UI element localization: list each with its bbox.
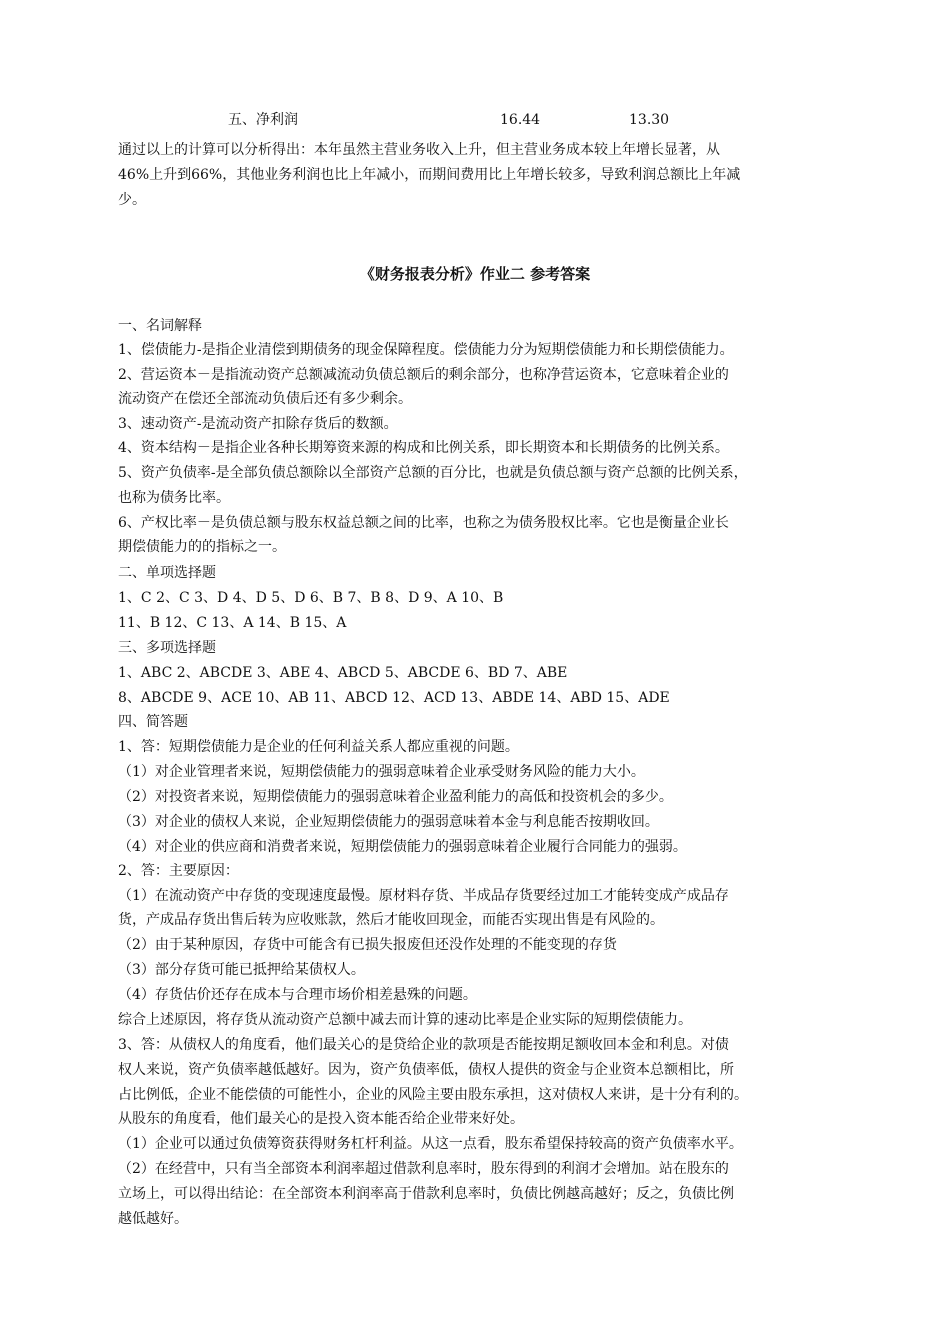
answer-line: 1、C 2、C 3、D 4、D 5、D 6、B 7、B 8、D 9、A 10、B [118,590,504,606]
net-profit-prior: 13.30 [629,112,670,128]
summary-line: 46%上升到66%，其他业务利润也比上年减小，而期间费用比上年增长较多，导致利润总额比上年减 [118,167,741,183]
body-line: 也称为债务比率。 [118,490,230,506]
section-heading-short-answer: 四、简答题 [118,714,188,730]
body-line: （1）企业可以通过负债筹资获得财务杠杆利益。从这一点看，股东希望保持较高的资产负债率水平。 [118,1136,743,1152]
net-profit-label: 五、净利润 [228,112,298,128]
body-line: 占比例低，企业不能偿债的可能性小，企业的风险主要由股东承担，这对债权人来讲，是十分有利的。 [118,1087,748,1103]
body-line: 货，产成品存货出售后转为应收账款，然后才能收回现金，而能否实现出售是有风险的。 [118,912,664,928]
summary-line: 通过以上的计算可以分析得出：本年虽然主营业务收入上升，但主营业务成本较上年增长显著，从 [118,142,720,158]
body-line: 流动资产在偿还全部流动负债后还有多少剩余。 [118,391,412,407]
body-line: 1、答：短期偿债能力是企业的任何利益关系人都应重视的问题。 [118,739,519,755]
body-line: 权人来说，资产负债率越低越好。因为，资产负债率低，债权人提供的资金与企业资本总额相比，所 [118,1062,734,1078]
body-line: （4）存货估价还存在成本与合理市场价相差悬殊的问题。 [118,987,477,1003]
net-profit-current: 16.44 [500,112,541,128]
body-line: （3）部分存货可能已抵押给某债权人。 [118,962,365,978]
body-line: 从股东的角度看，他们最关心的是投入资本能否给企业带来好处。 [118,1111,524,1127]
body-line: 期偿债能力的的指标之一。 [118,539,286,555]
body-line: （1）对企业管理者来说，短期偿债能力的强弱意味着企业承受财务风险的能力大小。 [118,764,645,780]
summary-line: 少。 [118,192,146,208]
section-heading-multiple-choice: 三、多项选择题 [118,640,216,656]
answer-line: 1、ABC 2、ABCDE 3、ABE 4、ABCD 5、ABCDE 6、BD 7、ABE [118,665,568,681]
body-line: 1、偿债能力-是指企业清偿到期债务的现金保障程度。偿债能力分为短期偿债能力和长期偿债能力。 [118,342,734,358]
body-line: （4）对企业的供应商和消费者来说，短期偿债能力的强弱意味着企业履行合同能力的强弱。 [118,839,687,855]
body-line: 2、答：主要原因： [118,863,239,879]
body-line: （2）对投资者来说，短期偿债能力的强弱意味着企业盈利能力的高低和投资机会的多少。 [118,789,673,805]
body-line: 3、速动资产-是流动资产扣除存货后的数额。 [118,416,398,432]
document-title: 《财务报表分析》作业二 参考答案 [359,265,591,283]
body-line: 越低越好。 [118,1211,188,1227]
body-line: 3、答：从债权人的角度看，他们最关心的是贷给企业的款项是否能按期足额收回本金和利息。对债 [118,1037,729,1053]
body-line: 综合上述原因，将存货从流动资产总额中减去而计算的速动比率是企业实际的短期偿债能力。 [118,1012,692,1028]
body-line: 立场上，可以得出结论：在全部资本利润率高于借款利息率时，负债比例越高越好；反之，负债比例 [118,1186,734,1202]
answer-line: 11、B 12、C 13、A 14、B 15、A [118,615,347,631]
body-line: 5、资产负债率-是全部负债总额除以全部资产总额的百分比，也就是负债总额与资产总额的比例关系， [118,465,748,481]
body-line: （1）在流动资产中存货的变现速度最慢。原材料存货、半成品存货要经过加工才能转变成产成品存 [118,888,729,904]
body-line: 4、资本结构－是指企业各种长期筹资来源的构成和比例关系，即长期资本和长期债务的比例关系。 [118,440,729,456]
section-heading-single-choice: 二、单项选择题 [118,565,216,581]
body-line: （2）由于某种原因，存货中可能含有已损失报废但还没作处理的不能变现的存货 [118,937,617,953]
answer-line: 8、ABCDE 9、ACE 10、AB 11、ABCD 12、ACD 13、ABDE 14、ABD 15、ADE [118,690,670,706]
body-line: 6、产权比率－是负债总额与股东权益总额之间的比率，也称之为债务股权比率。它也是衡量企业长 [118,515,729,531]
body-line: （3）对企业的债权人来说，企业短期偿债能力的强弱意味着本金与利息能否按期收回。 [118,814,659,830]
body-line: （2）在经营中，只有当全部资本利润率超过借款利息率时，股东得到的利润才会增加。站在股东的 [118,1161,729,1177]
section-heading-terms: 一、名词解释 [118,318,202,334]
body-line: 2、营运资本－是指流动资产总额减流动负债总额后的剩余部分，也称净营运资本，它意味着企业的 [118,367,729,383]
